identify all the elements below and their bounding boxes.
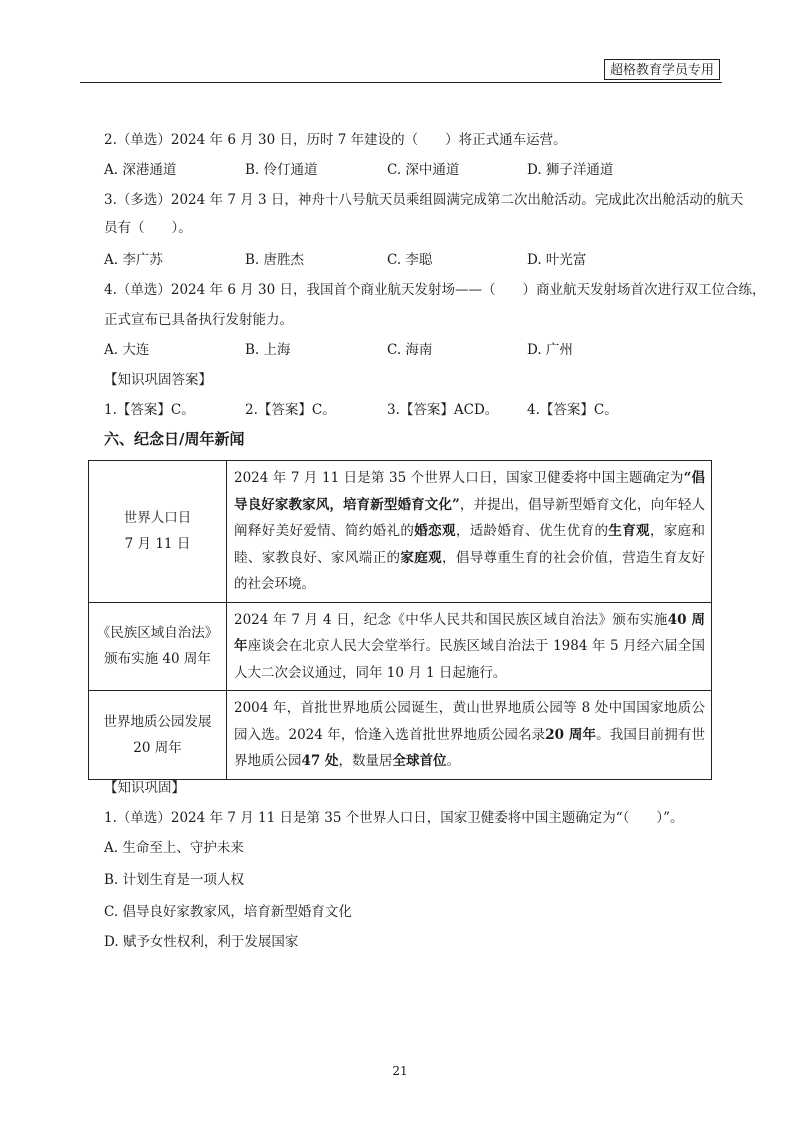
answer-1: 1.【答案】C。 <box>104 402 195 418</box>
question-4-option-a: A. 大连 <box>104 342 150 358</box>
question-3-option-a: A. 李广苏 <box>104 252 163 268</box>
row-label-line1: 世界人口日 <box>123 510 192 527</box>
row-label-line2: 20 周年 <box>133 739 182 756</box>
knowledge-option-c: C. 倡导良好家教家风，培育新型婚育文化 <box>104 904 352 920</box>
question-4-option-d: D. 广州 <box>527 342 573 358</box>
desc-text: 2004 年，首批世界地质公园诞生，黄山世界地质公园等 8 处中国国家地质公园入选。2024 年，恰逢入选首批世界地质公园名录 <box>234 700 705 743</box>
question-2-option-c: C. 深中通道 <box>387 162 460 178</box>
question-4-text-line2: 正式宣布已具备执行发射能力。 <box>104 312 293 328</box>
table-row <box>89 602 712 691</box>
row-description <box>227 691 712 780</box>
desc-text: ，倡导尊重生育的社会价值，营造生育友好的社会环境。 <box>234 549 706 592</box>
row-label-line2: 7 月 11 日 <box>124 536 191 553</box>
question-3-option-d: D. 叶光富 <box>527 252 587 268</box>
table-row <box>89 461 712 603</box>
row-description <box>227 461 712 603</box>
knowledge-option-d: D. 赋予女性权利，利于发展国家 <box>104 934 299 950</box>
row-description <box>227 602 712 691</box>
desc-bold-text: 婚恋观 <box>414 523 456 539</box>
desc-text: ，数量居 <box>338 753 393 769</box>
question-2-option-b: B. 伶仃通道 <box>245 162 318 178</box>
question-3-text-line2: 员有（ ）。 <box>104 220 192 236</box>
anniversary-table <box>88 460 712 780</box>
desc-text: 。 <box>446 753 460 769</box>
answer-2: 2.【答案】C。 <box>245 402 336 418</box>
desc-bold-text: 家庭观 <box>400 549 442 566</box>
desc-bold-text: “倡导良好家教家风，培育新型婚育文化” <box>234 470 706 513</box>
question-3-option-c: C. 李聪 <box>387 252 433 268</box>
question-4-option-b: B. 上海 <box>245 342 291 358</box>
desc-text: ，并提出，倡导新型婚育文化，向年轻人阐释好美好爱情、简约婚礼的 <box>234 496 706 539</box>
desc-bold-text: 40 周年 <box>234 611 705 654</box>
desc-bold-text: 全球首位 <box>392 753 447 769</box>
desc-bold-text: 生育观 <box>608 523 650 539</box>
row-label-line2: 颁布实施 40 周年 <box>104 651 211 668</box>
desc-bold-text: 20 周年 <box>545 726 597 743</box>
row-label <box>89 461 227 603</box>
table-row <box>89 691 712 780</box>
row-label-line1: 世界地质公园发展 <box>103 713 212 730</box>
question-3-option-b: B. 唐胜杰 <box>245 252 305 268</box>
desc-text: 。我国目前拥有世界地质公园 <box>234 726 705 769</box>
question-4-text-line1: 4.（单选）2024 年 6 月 30 日，我国首个商业航天发射场——（ ）商业航天发射场首次进行双工位合练， <box>104 282 766 298</box>
desc-text: 2024 年 7 月 4 日，纪念《中华人民共和国民族区域自治法》颁布实施 <box>234 611 668 628</box>
question-2-option-a: A. 深港通道 <box>104 162 177 178</box>
section-title: 六、纪念日/周年新闻 <box>104 430 245 448</box>
desc-bold-text: 47 处 <box>301 753 339 769</box>
knowledge-title: 【知识巩固】 <box>104 780 185 796</box>
question-2-option-d: D. 狮子洋通道 <box>527 162 614 178</box>
desc-text: ，适龄婚育、优生优育的 <box>455 523 609 539</box>
header-divider <box>80 82 722 83</box>
desc-text: ，家庭和睦、家教良好、家风端正的 <box>234 523 706 566</box>
page-number: 21 <box>392 1064 408 1078</box>
desc-text: 2024 年 7 月 11 日是第 35 个世界人口日，国家卫健委将中国主题确定为 <box>234 470 684 486</box>
row-label <box>89 602 227 691</box>
header-tag: 超格教育学员专用 <box>604 59 720 80</box>
knowledge-option-b: B. 计划生育是一项人权 <box>104 872 245 888</box>
row-label <box>89 691 227 780</box>
answer-3: 3.【答案】ACD。 <box>387 402 499 418</box>
desc-text: 座谈会在北京人民大会堂举行。民族区域自治法于 1984 年 5 月经六届全国人大二次会议通过，同年 10 月 1 日起施行。 <box>234 638 705 681</box>
question-4-option-c: C. 海南 <box>387 342 433 358</box>
answers-title: 【知识巩固答案】 <box>104 372 212 388</box>
knowledge-option-a: A. 生命至上、守护未来 <box>104 840 244 856</box>
row-label-line1: 《民族区域自治法》 <box>96 625 219 642</box>
question-2-text: 2.（单选）2024 年 6 月 30 日，历时 7 年建设的（ ）将正式通车运营。 <box>104 132 567 148</box>
answer-4: 4.【答案】C。 <box>527 402 618 418</box>
question-3-text-line1: 3.（多选）2024 年 7 月 3 日，神舟十八号航天员乘组圆满完成第二次出舱活动。完成此次出舱活动的航天 <box>104 192 744 208</box>
knowledge-question: 1.（单选）2024 年 7 月 11 日是第 35 个世界人口日，国家卫健委将中国主题确定为“（ ）”。 <box>104 810 684 826</box>
